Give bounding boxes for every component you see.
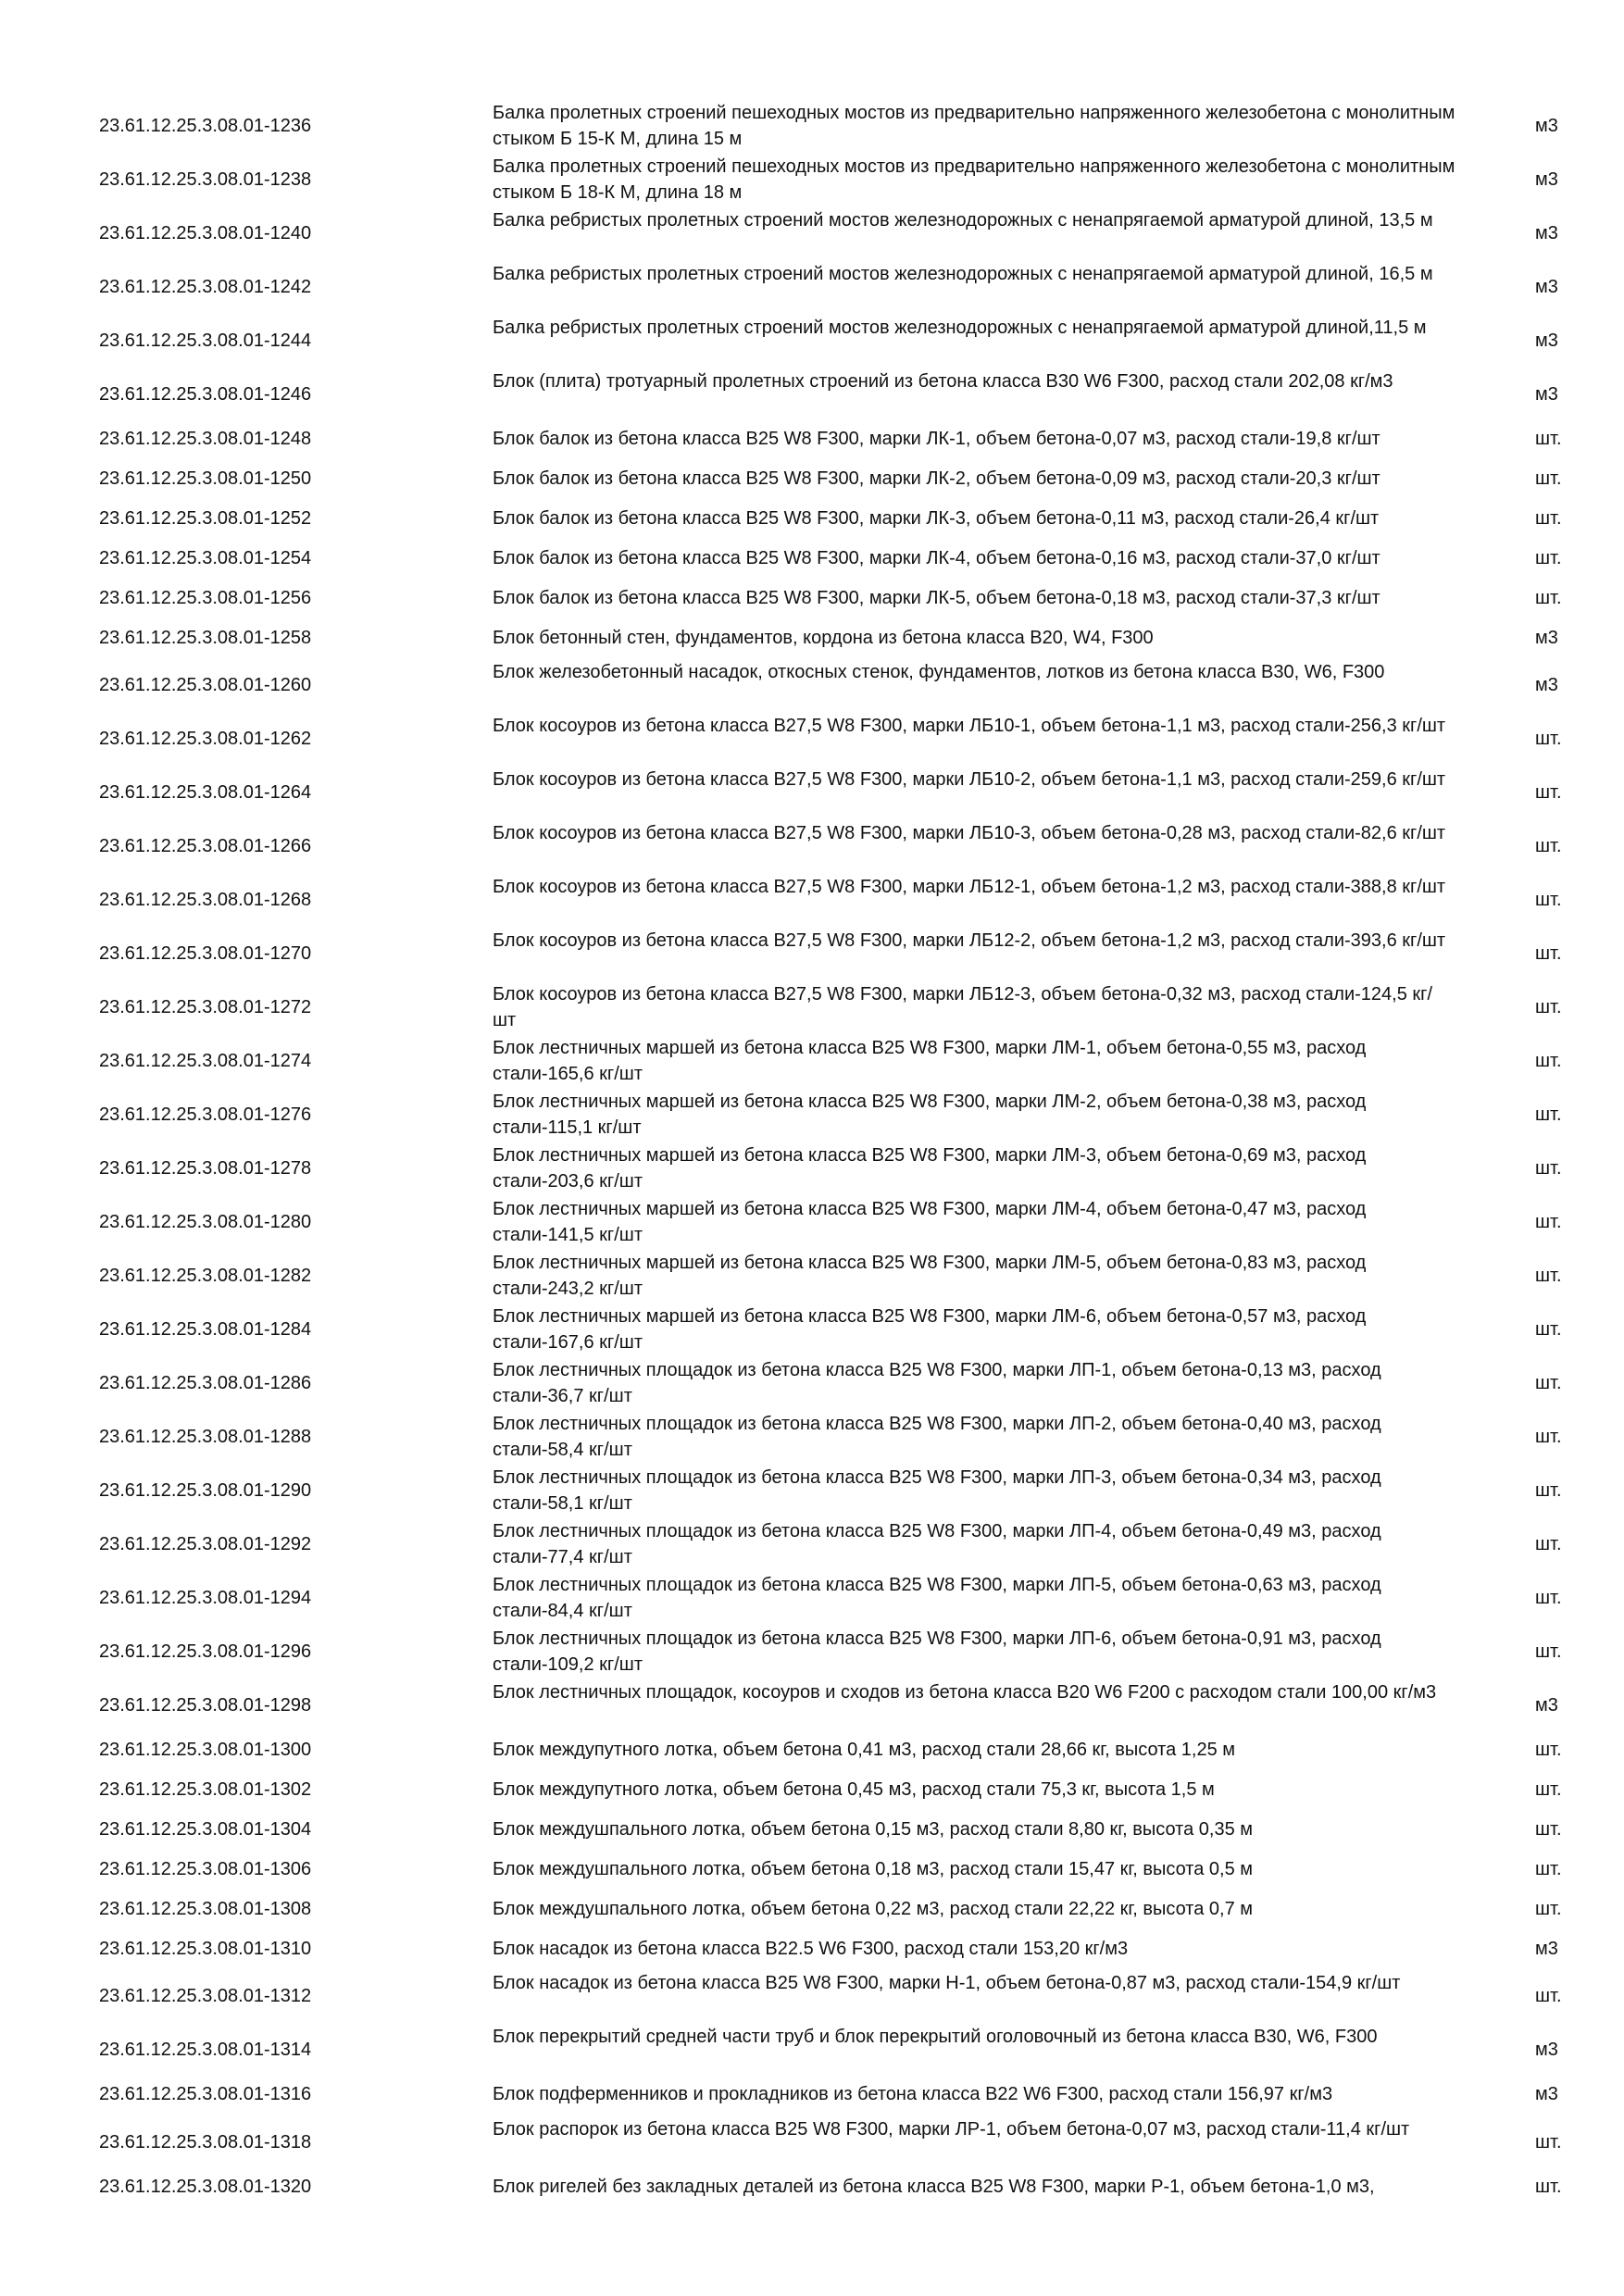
- unit-of-measure: шт.: [1535, 1740, 1562, 1760]
- unit-of-measure: м3: [1535, 628, 1558, 648]
- resource-description: Блок насадок из бетона класса В25 W8 F300, марки Н-1, объем бетона-0,87 м3, расход стали-154,9 кг/шт: [493, 1973, 1401, 1993]
- resource-code: 23.61.12.25.3.08.01-1304: [99, 1819, 312, 1840]
- resource-description: Блок косоуров из бетона класса В27,5 W8 F300, марки ЛБ12-1, объем бетона-1,2 м3, расход стали-388,8 кг/шт: [493, 877, 1446, 897]
- resource-code: 23.61.12.25.3.08.01-1264: [99, 782, 312, 803]
- table-row: [0, 1816, 1624, 1842]
- unit-of-measure: м3: [1535, 384, 1558, 405]
- table-row: [0, 1856, 1624, 1882]
- resource-code: 23.61.12.25.3.08.01-1318: [99, 2132, 312, 2152]
- table-row: [0, 2174, 1624, 2200]
- unit-of-measure: шт.: [1535, 1319, 1562, 1340]
- unit-of-measure: м3: [1535, 675, 1558, 695]
- unit-of-measure: шт.: [1535, 1899, 1562, 1919]
- table-row: [0, 1142, 1624, 1194]
- resource-code: 23.61.12.25.3.08.01-1260: [99, 675, 312, 695]
- table-row: [0, 207, 1624, 259]
- unit-of-measure: м3: [1535, 1939, 1558, 1959]
- resource-description: Блок распорок из бетона класса В25 W8 F300, марки ЛР-1, объем бетона-0,07 м3, расход стали-11,4 кг/шт: [493, 2119, 1410, 2140]
- resource-code: 23.61.12.25.3.08.01-1268: [99, 890, 312, 910]
- resource-description: Блок лестничных площадок из бетона класса В25 W8 F300, марки ЛП-3, объем бетона-0,34 м3, расход стали-58,1 кг/шт: [493, 1467, 1381, 1514]
- resource-code: 23.61.12.25.3.08.01-1270: [99, 943, 312, 964]
- table-row: [0, 1357, 1624, 1409]
- resource-description: Блок подферменников и прокладников из бетона класса В22 W6 F300, расход стали 156,97 кг/м3: [493, 2084, 1333, 2104]
- resource-description: Блок балок из бетона класса В25 W8 F300, марки ЛК-1, объем бетона-0,07 м3, расход стали-19,8 кг/шт: [493, 429, 1380, 449]
- resource-code: 23.61.12.25.3.08.01-1294: [99, 1588, 312, 1608]
- table-row: [0, 585, 1624, 611]
- table-row: [0, 981, 1624, 1033]
- resource-code: 23.61.12.25.3.08.01-1308: [99, 1899, 312, 1919]
- table-row: [0, 2081, 1624, 2107]
- unit-of-measure: шт.: [1535, 890, 1562, 910]
- unit-of-measure: шт.: [1535, 943, 1562, 964]
- resource-description: Балка ребристых пролетных строений мостов железнодорожных с ненапрягаемой арматурой длиной, 16,5 м: [493, 264, 1433, 284]
- resource-description: Блок лестничных маршей из бетона класса В25 W8 F300, марки ЛМ-4, объем бетона-0,47 м3, расход стали-141,5 кг/шт: [493, 1199, 1367, 1245]
- table-row: [0, 426, 1624, 452]
- unit-of-measure: шт.: [1535, 1534, 1562, 1554]
- table-row: [0, 820, 1624, 872]
- resource-description: Блок косоуров из бетона класса В27,5 W8 F300, марки ЛБ10-3, объем бетона-0,28 м3, расход стали-82,6 кг/шт: [493, 823, 1446, 843]
- table-row: [0, 1518, 1624, 1570]
- table-row: [0, 713, 1624, 765]
- resource-code: 23.61.12.25.3.08.01-1298: [99, 1695, 312, 1716]
- unit-of-measure: м3: [1535, 223, 1558, 243]
- unit-of-measure: шт.: [1535, 1373, 1562, 1393]
- resource-code: 23.61.12.25.3.08.01-1278: [99, 1158, 312, 1179]
- unit-of-measure: шт.: [1535, 782, 1562, 803]
- table-row: [0, 466, 1624, 492]
- unit-of-measure: шт.: [1535, 588, 1562, 608]
- unit-of-measure: шт.: [1535, 1480, 1562, 1501]
- resource-code: 23.61.12.25.3.08.01-1292: [99, 1534, 312, 1554]
- table-row: [0, 100, 1624, 152]
- resource-code: 23.61.12.25.3.08.01-1246: [99, 384, 312, 405]
- resource-description: Блок лестничных маршей из бетона класса В25 W8 F300, марки ЛМ-6, объем бетона-0,57 м3, расход стали-167,6 кг/шт: [493, 1306, 1367, 1353]
- resource-description: Блок балок из бетона класса В25 W8 F300, марки ЛК-5, объем бетона-0,18 м3, расход стали-37,3 кг/шт: [493, 588, 1380, 608]
- resource-description: Блок ригелей без закладных деталей из бетона класса В25 W8 F300, марки Р-1, объем бетона-1,0 м3,: [493, 2177, 1375, 2197]
- unit-of-measure: шт.: [1535, 1588, 1562, 1608]
- resource-code: 23.61.12.25.3.08.01-1286: [99, 1373, 312, 1393]
- table-row: [0, 505, 1624, 531]
- table-row: [0, 1411, 1624, 1463]
- table-row: [0, 1970, 1624, 2022]
- resource-description: Балка ребристых пролетных строений мостов железнодорожных с ненапрягаемой арматурой длиной, 13,5 м: [493, 210, 1433, 231]
- resource-description: Блок косоуров из бетона класса В27,5 W8 F300, марки ЛБ10-1, объем бетона-1,1 м3, расход стали-256,3 кг/шт: [493, 716, 1446, 736]
- resource-description: Блок насадок из бетона класса В22.5 W6 F300, расход стали 153,20 кг/м3: [493, 1939, 1129, 1959]
- table-row: [0, 928, 1624, 980]
- resource-code: 23.61.12.25.3.08.01-1258: [99, 628, 312, 648]
- table-row: [0, 659, 1624, 711]
- resource-description: Блок лестничных площадок из бетона класса В25 W8 F300, марки ЛП-5, объем бетона-0,63 м3, расход стали-84,4 кг/шт: [493, 1575, 1381, 1621]
- resource-description: Блок междушпального лотка, объем бетона 0,18 м3, расход стали 15,47 кг, высота 0,5 м: [493, 1859, 1254, 1879]
- resource-code: 23.61.12.25.3.08.01-1274: [99, 1051, 312, 1071]
- unit-of-measure: шт.: [1535, 997, 1562, 1017]
- resource-code: 23.61.12.25.3.08.01-1266: [99, 836, 312, 856]
- unit-of-measure: шт.: [1535, 508, 1562, 529]
- table-row: [0, 767, 1624, 818]
- table-row: [0, 1896, 1624, 1922]
- unit-of-measure: м3: [1535, 2040, 1558, 2060]
- resource-code: 23.61.12.25.3.08.01-1312: [99, 1986, 312, 2006]
- resource-description: Балка ребристых пролетных строений мостов железнодорожных с ненапрягаемой арматурой длиной,11,5 м: [493, 318, 1427, 338]
- resource-code: 23.61.12.25.3.08.01-1272: [99, 997, 312, 1017]
- resource-description: Блок междушпального лотка, объем бетона 0,22 м3, расход стали 22,22 кг, высота 0,7 м: [493, 1899, 1254, 1919]
- resource-code: 23.61.12.25.3.08.01-1290: [99, 1480, 312, 1501]
- unit-of-measure: м3: [1535, 169, 1558, 190]
- unit-of-measure: шт.: [1535, 836, 1562, 856]
- unit-of-measure: м3: [1535, 277, 1558, 297]
- resource-code: 23.61.12.25.3.08.01-1250: [99, 468, 312, 489]
- resource-description: Блок (плита) тротуарный пролетных строений из бетона класса В30 W6 F300, расход стали 202,08 кг/м3: [493, 371, 1393, 392]
- resource-code: 23.61.12.25.3.08.01-1248: [99, 429, 312, 449]
- resource-code: 23.61.12.25.3.08.01-1240: [99, 223, 312, 243]
- resource-description: Блок перекрытий средней части труб и блок перекрытий оголовочный из бетона класса В30, W6, F300: [493, 2027, 1378, 2047]
- table-row: [0, 1777, 1624, 1803]
- resource-description: Блок лестничных маршей из бетона класса В25 W8 F300, марки ЛМ-2, объем бетона-0,38 м3, расход стали-115,1 кг/шт: [493, 1092, 1367, 1138]
- resource-code: 23.61.12.25.3.08.01-1244: [99, 331, 312, 351]
- table-row: [0, 1089, 1624, 1141]
- resource-code: 23.61.12.25.3.08.01-1296: [99, 1641, 312, 1662]
- table-row: [0, 2024, 1624, 2076]
- resource-code: 23.61.12.25.3.08.01-1254: [99, 548, 312, 568]
- resource-description: Блок лестничных площадок из бетона класса В25 W8 F300, марки ЛП-6, объем бетона-0,91 м3, расход стали-109,2 кг/шт: [493, 1628, 1381, 1675]
- resource-description: Блок косоуров из бетона класса В27,5 W8 F300, марки ЛБ12-3, объем бетона-0,32 м3, расход стали-124,5 кг/шт: [493, 984, 1432, 1030]
- resource-code: 23.61.12.25.3.08.01-1284: [99, 1319, 312, 1340]
- unit-of-measure: шт.: [1535, 1104, 1562, 1125]
- unit-of-measure: шт.: [1535, 1641, 1562, 1662]
- resource-code: 23.61.12.25.3.08.01-1320: [99, 2177, 312, 2197]
- unit-of-measure: шт.: [1535, 1986, 1562, 2006]
- table-row: [0, 1196, 1624, 1248]
- resource-code: 23.61.12.25.3.08.01-1310: [99, 1939, 312, 1959]
- resource-description: Блок железобетонный насадок, откосных стенок, фундаментов, лотков из бетона класса В30, W6, F300: [493, 662, 1385, 682]
- table-row: [0, 154, 1624, 206]
- resource-description: Блок лестничных маршей из бетона класса В25 W8 F300, марки ЛМ-3, объем бетона-0,69 м3, расход стали-203,6 кг/шт: [493, 1145, 1367, 1192]
- table-row: [0, 1572, 1624, 1624]
- table-row: [0, 368, 1624, 420]
- resource-description: Блок лестничных маршей из бетона класса В25 W8 F300, марки ЛМ-5, объем бетона-0,83 м3, расход стали-243,2 кг/шт: [493, 1253, 1367, 1299]
- resource-description: Блок косоуров из бетона класса В27,5 W8 F300, марки ЛБ12-2, объем бетона-1,2 м3, расход стали-393,6 кг/шт: [493, 930, 1446, 951]
- resource-description: Блок лестничных площадок, косоуров и сходов из бетона класса В20 W6 F200 с расходом стали 100,00 кг/м3: [493, 1682, 1437, 1703]
- unit-of-measure: шт.: [1535, 548, 1562, 568]
- table-row: [0, 1679, 1624, 1731]
- table-row: [0, 1304, 1624, 1355]
- resource-code: 23.61.12.25.3.08.01-1236: [99, 116, 312, 136]
- resource-description: Блок балок из бетона класса В25 W8 F300, марки ЛК-2, объем бетона-0,09 м3, расход стали-20,3 кг/шт: [493, 468, 1380, 489]
- table-row: [0, 261, 1624, 313]
- resource-description: Блок междупутного лотка, объем бетона 0,41 м3, расход стали 28,66 кг, высота 1,25 м: [493, 1740, 1236, 1760]
- resource-description: Блок балок из бетона класса В25 W8 F300, марки ЛК-4, объем бетона-0,16 м3, расход стали-37,0 кг/шт: [493, 548, 1380, 568]
- table-row: [0, 315, 1624, 367]
- resource-description: Блок лестничных маршей из бетона класса В25 W8 F300, марки ЛМ-1, объем бетона-0,55 м3, расход стали-165,6 кг/шт: [493, 1038, 1367, 1084]
- unit-of-measure: шт.: [1535, 1779, 1562, 1800]
- resource-description: Блок междушпального лотка, объем бетона 0,15 м3, расход стали 8,80 кг, высота 0,35 м: [493, 1819, 1254, 1840]
- table-row: [0, 625, 1624, 651]
- resource-description: Блок косоуров из бетона класса В27,5 W8 F300, марки ЛБ10-2, объем бетона-1,1 м3, расход стали-259,6 кг/шт: [493, 769, 1446, 790]
- resource-code: 23.61.12.25.3.08.01-1238: [99, 169, 312, 190]
- resource-code: 23.61.12.25.3.08.01-1280: [99, 1212, 312, 1232]
- unit-of-measure: м3: [1535, 116, 1558, 136]
- unit-of-measure: м3: [1535, 331, 1558, 351]
- resource-code: 23.61.12.25.3.08.01-1252: [99, 508, 312, 529]
- table-row: [0, 1035, 1624, 1087]
- resource-description: Балка пролетных строений пешеходных мостов из предварительно напряженного железобетона с монолитным стыком Б 18-К М, длина 18 м: [493, 156, 1455, 203]
- resource-code: 23.61.12.25.3.08.01-1242: [99, 277, 312, 297]
- table-row: [0, 2116, 1624, 2168]
- unit-of-measure: м3: [1535, 2084, 1558, 2104]
- resource-description: Блок балок из бетона класса В25 W8 F300, марки ЛК-3, объем бетона-0,11 м3, расход стали-26,4 кг/шт: [493, 508, 1380, 529]
- unit-of-measure: шт.: [1535, 729, 1562, 749]
- unit-of-measure: шт.: [1535, 468, 1562, 489]
- table-row: [0, 545, 1624, 571]
- table-row: [0, 1936, 1624, 1962]
- resource-code: 23.61.12.25.3.08.01-1306: [99, 1859, 312, 1879]
- resource-description: Блок лестничных площадок из бетона класса В25 W8 F300, марки ЛП-1, объем бетона-0,13 м3, расход стали-36,7 кг/шт: [493, 1360, 1381, 1406]
- resource-code: 23.61.12.25.3.08.01-1288: [99, 1427, 312, 1447]
- unit-of-measure: шт.: [1535, 1212, 1562, 1232]
- table-row: [0, 1737, 1624, 1763]
- unit-of-measure: м3: [1535, 1695, 1558, 1716]
- resource-description: Блок лестничных площадок из бетона класса В25 W8 F300, марки ЛП-2, объем бетона-0,40 м3, расход стали-58,4 кг/шт: [493, 1414, 1381, 1460]
- unit-of-measure: шт.: [1535, 1158, 1562, 1179]
- unit-of-measure: шт.: [1535, 1051, 1562, 1071]
- unit-of-measure: шт.: [1535, 2177, 1562, 2197]
- table-row: [0, 1626, 1624, 1678]
- resource-description: Блок бетонный стен, фундаментов, кордона из бетона класса В20, W4, F300: [493, 628, 1154, 648]
- resource-description: Балка пролетных строений пешеходных мостов из предварительно напряженного железобетона с монолитным стыком Б 15-К М, длина 15 м: [493, 103, 1455, 149]
- resource-code: 23.61.12.25.3.08.01-1262: [99, 729, 312, 749]
- resource-code: 23.61.12.25.3.08.01-1316: [99, 2084, 312, 2104]
- resource-code: 23.61.12.25.3.08.01-1302: [99, 1779, 312, 1800]
- table-row: [0, 874, 1624, 926]
- resource-code: 23.61.12.25.3.08.01-1276: [99, 1104, 312, 1125]
- unit-of-measure: шт.: [1535, 1819, 1562, 1840]
- resource-code: 23.61.12.25.3.08.01-1282: [99, 1266, 312, 1286]
- unit-of-measure: шт.: [1535, 1266, 1562, 1286]
- unit-of-measure: шт.: [1535, 1859, 1562, 1879]
- resource-description: Блок лестничных площадок из бетона класса В25 W8 F300, марки ЛП-4, объем бетона-0,49 м3, расход стали-77,4 кг/шт: [493, 1521, 1381, 1567]
- resource-code: 23.61.12.25.3.08.01-1256: [99, 588, 312, 608]
- resource-code: 23.61.12.25.3.08.01-1314: [99, 2040, 312, 2060]
- resource-code: 23.61.12.25.3.08.01-1300: [99, 1740, 312, 1760]
- table-row: [0, 1465, 1624, 1516]
- unit-of-measure: шт.: [1535, 2132, 1562, 2152]
- resource-description: Блок междупутного лотка, объем бетона 0,45 м3, расход стали 75,3 кг, высота 1,5 м: [493, 1779, 1215, 1800]
- table-row: [0, 1250, 1624, 1302]
- unit-of-measure: шт.: [1535, 429, 1562, 449]
- unit-of-measure: шт.: [1535, 1427, 1562, 1447]
